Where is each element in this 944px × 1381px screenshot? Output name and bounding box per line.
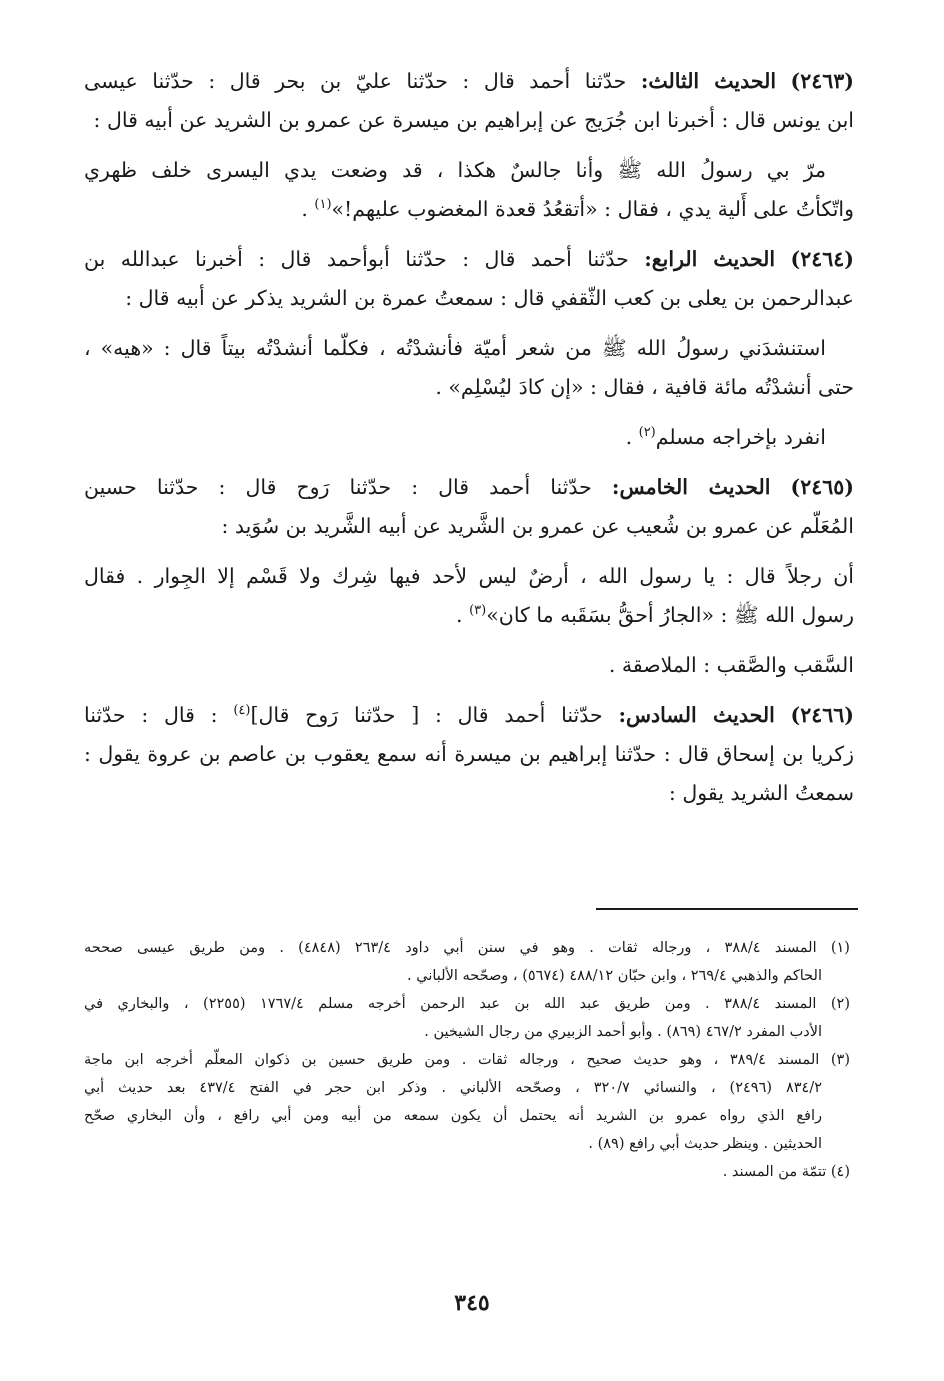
isnad-line: زكريا بن إسحاق قال : حدّثنا إبراهيم بن ميسرة أنه سمع يعقوب بن عاصم بن عروة يقول : [84, 742, 854, 766]
hadith-number: (٢٤٦٥) [790, 475, 854, 499]
footnote-ref: (٤) [233, 703, 251, 719]
isnad-line: حدّثنا أحمد قال : حدّثنا عليّ بن بحر قال : حدّثنا عيسى [84, 69, 627, 93]
hadith-heading [84, 468, 854, 507]
isnad-line: ابن يونس قال : أخبرنا ابن جُرَيج عن إبراهيم بن ميسرة عن عمرو بن الشريد عن أبيه قال : [93, 108, 854, 132]
hadith-heading [84, 696, 854, 735]
footnote-ref: (١) [314, 197, 332, 213]
note-text: انفرد بإخراجه مسلم [655, 425, 826, 449]
footnote-ref: (٣) [469, 603, 487, 619]
hadith-title: الحديث الثالث: [640, 69, 777, 93]
matn-line: مرّ بي رسولُ الله ﷺ وأنا جالسٌ هكذا ، قد وضعت يدي اليسرى خلف ظهري [84, 158, 826, 182]
matn-line: استنشدَني رسولُ الله ﷺ من شعر أميّة فأنشدْتُه ، فكلّما أنشدْتُه بيتاً قال : «هيه» ، [84, 336, 826, 360]
punctuation: . [625, 425, 639, 449]
main-text [84, 62, 854, 813]
hadith-number: (٢٤٦٤) [790, 247, 854, 271]
hadith-title: الحديث الرابع: [644, 247, 776, 271]
hadith-heading [84, 62, 854, 101]
footnote-line: الأدب المفرد ٤٦٧/٢ (٨٦٩) . وأبو أحمد الزبيري من رجال الشيخين . [424, 1024, 822, 1040]
footnote-line: الحاكم والذهبي ٢٦٩/٤ ، وابن حبّان ٤٨٨/١٢ (٥٦٧٤) ، وصحّحه الألباني . [407, 968, 822, 984]
matn-line [84, 190, 854, 229]
hadith-heading [84, 240, 854, 279]
page-number: ٣٤٥ [454, 1290, 490, 1316]
isnad-head: حدّثنا أحمد قال : [ حدّثنا رَوح قال] [250, 703, 603, 727]
matn-text: واتّكأتُ على أَلية يدي ، فقال : «أتقعُدُ قعدة المغضوب عليهم!» [331, 197, 854, 221]
footnote-line: (٤) تتمّة من المسند . [722, 1164, 850, 1180]
footnote-line: (٢) المسند ٣٨٨/٤ . ومن طريق عبد الله بن عبد الرحمن أخرجه مسلم ١٧٦٧/٤ (٢٢٥٥) ، والبخاري في [84, 996, 850, 1012]
footnotes [84, 934, 850, 1186]
isnad-line: سمعتُ الشريد يقول : [668, 781, 854, 805]
isnad-head-tail: : قال : حدّثنا [84, 703, 234, 727]
hadith-number: (٢٤٦٦) [790, 703, 854, 727]
hadith-number: (٢٤٦٣) [790, 69, 854, 93]
matn-line: أن رجلاً قال : يا رسول الله ، أرضٌ ليس لأحد فيها شِرك ولا قَسْم إلا الجِوار . فقال [84, 564, 854, 588]
matn-line: حتى أنشدْتُه مائة قافية ، فقال : «إن كادَ ليُسْلِم» . [435, 375, 854, 399]
footnote-line: ٨٣٤/٢ (٢٤٩٦) ، والنسائي ٣٢٠/٧ ، وصحّحه الألباني . وذكر ابن حجر في الفتح ٤٣٧/٤ بعد حديث أبي [84, 1080, 822, 1096]
isnad-line: حدّثنا أحمد قال : حدّثنا أبوأحمد قال : أخبرنا عبدالله بن [84, 247, 629, 271]
isnad-line: المُعَلّم عن عمرو بن شُعيب عن عمرو بن الشَّريد عن أبيه الشَّريد بن سُوَيد : [221, 514, 854, 538]
takhrij-note [84, 418, 854, 457]
hadith-title: الحديث السادس: [618, 703, 775, 727]
footnote-line: (٣) المسند ٣٨٩/٤ ، وهو حديث صحيح ، ورجاله ثقات . ومن طريق حسين بن ذكوان المعلّم أخرجه ابن ماجة [84, 1052, 850, 1068]
footnote-line: (١) المسند ٣٨٨/٤ ، ورجاله ثقات . وهو في سنن أبي داود ٢٦٣/٤ (٤٨٤٨) . ومن طريق عيسى صححه [84, 940, 850, 956]
hadith-title: الحديث الخامس: [611, 475, 771, 499]
footnote-separator [596, 908, 858, 910]
footnote-ref: (٢) [638, 425, 656, 441]
punctuation: . [456, 603, 470, 627]
footnote-line: رافع الذي رواه عمرو بن الشريد أنه يحتمل أن يكون سمعه من أبيه ومن أبي رافع ، وأن البخاري صحّح [84, 1108, 822, 1124]
gloss-line: السَّقب والصَّقب : الملاصقة . [608, 653, 854, 677]
punctuation: . [301, 197, 315, 221]
matn-line [84, 596, 854, 635]
isnad-line: حدّثنا أحمد قال : حدّثنا رَوح قال : حدّثنا حسين [84, 475, 592, 499]
isnad-line: عبدالرحمن بن يعلى بن كعب الثّقفي قال : سمعتُ عمرة بن الشريد يذكر عن أبيه قال : [125, 286, 854, 310]
matn-text: رسول الله ﷺ : «الجارُ أحقُّ بسَقَبه ما كان» [486, 603, 854, 627]
footnote-line: الحديثين . وينظر حديث أبي رافع (٨٩) . [588, 1136, 822, 1152]
